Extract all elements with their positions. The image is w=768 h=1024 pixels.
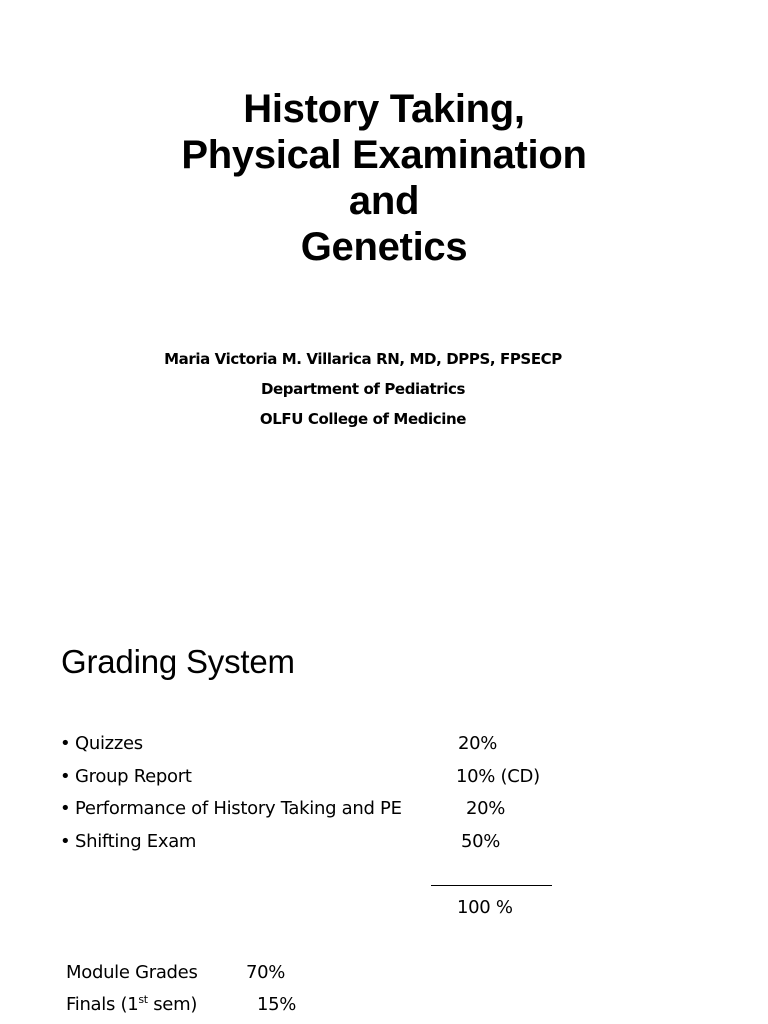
slide-grading-system bbox=[0, 512, 768, 1024]
list-item bbox=[60, 728, 620, 761]
grade-component-label: Group Report bbox=[75, 765, 192, 787]
grade-component-weight: 10% (CD) bbox=[456, 765, 540, 787]
grade-component-weight: 50% bbox=[461, 830, 501, 852]
title-line-4: Genetics bbox=[300, 225, 468, 269]
list-item bbox=[60, 761, 620, 794]
grade-component-label: Quizzes bbox=[75, 733, 143, 754]
grade-component-weight: 20% bbox=[458, 733, 498, 754]
bullet-icon: • bbox=[60, 765, 71, 787]
grading-list bbox=[60, 728, 620, 858]
author-name: Maria Victoria M. Villarica RN, MD, DPPS, FPSECP bbox=[164, 350, 562, 368]
presentation-title bbox=[0, 86, 768, 270]
finals-label: Finals (1st sem) bbox=[66, 993, 198, 1015]
list-item bbox=[60, 826, 620, 859]
bullet-icon: • bbox=[60, 733, 71, 754]
total-percentage: 100 % bbox=[457, 897, 513, 918]
title-line-1: History Taking, bbox=[243, 87, 525, 131]
author-info bbox=[0, 344, 726, 434]
list-item bbox=[60, 793, 620, 826]
grade-component-label: Shifting Exam bbox=[75, 830, 197, 852]
grade-component-weight: 20% bbox=[466, 798, 506, 819]
bullet-icon: • bbox=[60, 798, 71, 819]
section-heading: Grading System bbox=[61, 643, 295, 680]
module-grades-value: 70% bbox=[246, 962, 286, 983]
grade-component-label: Performance of History Taking and PE bbox=[75, 798, 402, 819]
finals-row bbox=[66, 989, 297, 1021]
title-line-2: Physical Examination bbox=[181, 133, 587, 177]
author-institution: OLFU College of Medicine bbox=[259, 410, 467, 428]
module-grades-label: Module Grades bbox=[66, 962, 198, 983]
author-department: Department of Pediatrics bbox=[260, 380, 466, 398]
total-divider bbox=[431, 885, 552, 886]
finals-value: 15% bbox=[257, 994, 297, 1015]
title-line-3: and bbox=[348, 179, 420, 223]
module-grades-row bbox=[66, 957, 286, 989]
bullet-icon: • bbox=[60, 830, 71, 852]
